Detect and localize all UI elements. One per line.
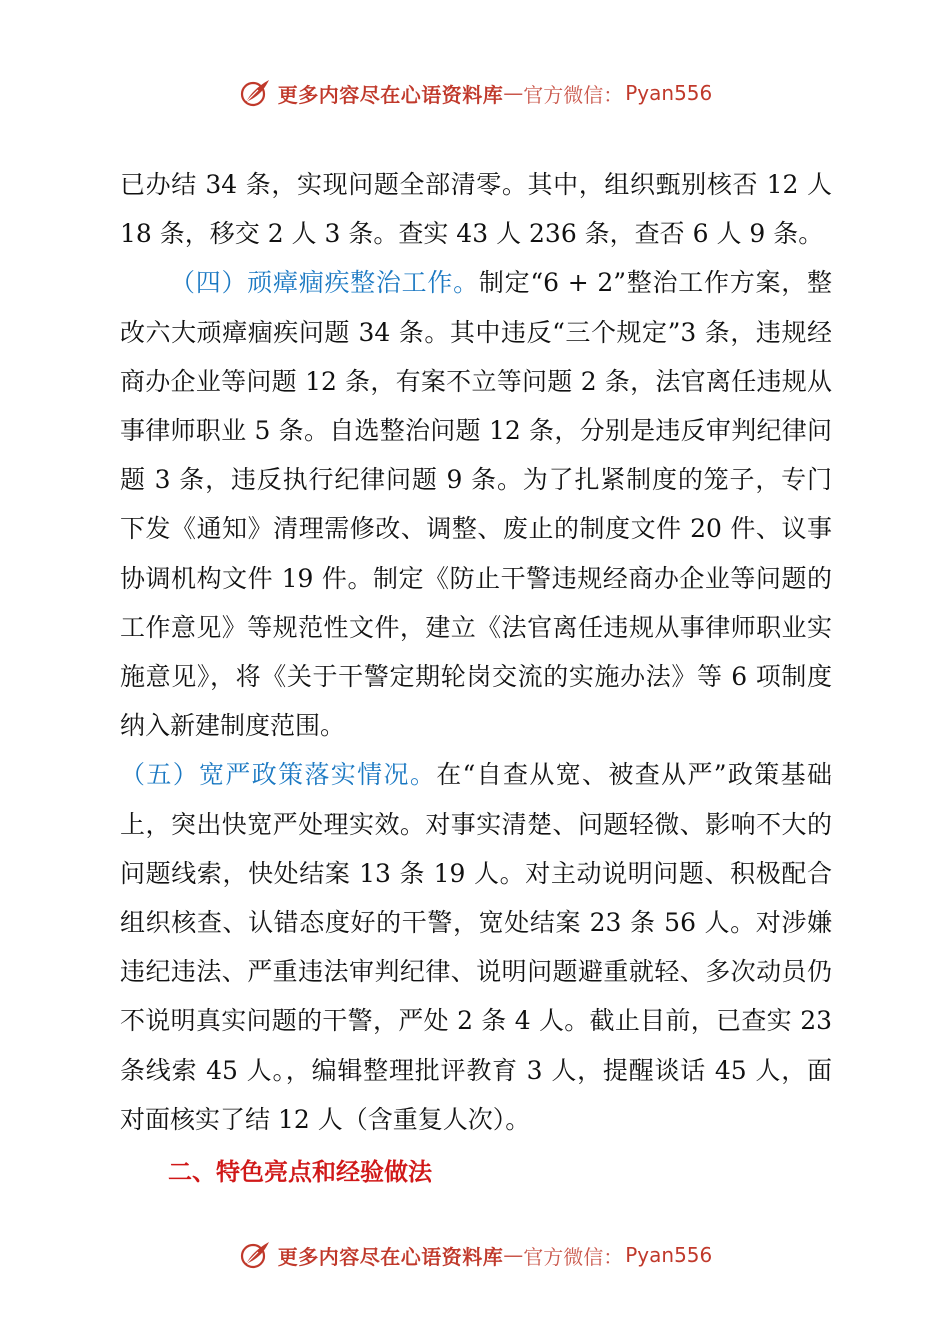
paragraph-2-body: 制定“6 + 2”整治工作方案，整改六大顽瘴痼疾问题 34 条。其中违反“三个规定”3 条，违规经商办企业等问题 12 条，有案不立等问题 2 条，法官离任违规从事律师职业 5 条。自选整治问题 12 条，分别是违反审判纪律问题 3 条，违反执行纪律问题 9 条。为了扎紧制度的笼子，专门下发《通知》清理需修改、调整、废止的制度文件 20 件、议事协调机构文件 19 件。制定《防止干警违规经商办企业等问题的工作意见》等规范性文件，建立《法官离任违规从事律师职业实施意见》，将《关于干警定期轮岗交流的实施办法》等 6 项制度纳入新建制度范围。 — [120, 268, 832, 741]
section-heading-2: 二、特色亮点和经验做法 — [168, 1158, 432, 1187]
quill-logo-icon — [238, 76, 272, 110]
watermark-footer — [0, 1233, 950, 1277]
subheading-5: （五）宽严政策落实情况。 — [120, 760, 437, 790]
watermark-sub: 官方微信： — [523, 1244, 624, 1269]
watermark-dash: — — [503, 1243, 524, 1267]
watermark-text: 更多内容尽在心语资料库 — [277, 1244, 504, 1269]
watermark-text: 更多内容尽在心语资料库 — [277, 82, 504, 107]
subheading-4: （四）顽瘴痼疾整治工作。 — [170, 268, 479, 298]
watermark-id: Pyan556 — [625, 1243, 713, 1267]
paragraph-2 — [120, 258, 832, 750]
watermark-dash: — — [503, 81, 524, 105]
watermark-header — [0, 71, 950, 115]
watermark-id: Pyan556 — [625, 81, 713, 105]
paragraph-3-body: 在“自查从宽、被查从严”政策基础上，突出快宽严处理实效。对事实清楚、问题轻微、影响不大的问题线索，快处结案 13 条 19 人。对主动说明问题、积极配合组织核查、认错态度好的干警，宽处结案 23 条 56 人。对涉嫌违纪违法、严重违法审判纪律、说明问题避重就轻、多次动员仍不说明真实问题的干警，严处 2 条 4 人。截止目前，已查实 23 条线索 45 人。，编辑整理批评教育 3 人，提醒谈话 45 人，面对面核实了结 12 人（含重复人次）。 — [120, 760, 832, 1134]
quill-logo-icon — [238, 1238, 272, 1272]
watermark-sub: 官方微信： — [523, 82, 624, 107]
paragraph-1: 已办结 34 条，实现问题全部清零。其中，组织甄别核否 12 人 18 条，移交 2 人 3 条。查实 43 人 236 条，查否 6 人 9 条。 — [120, 170, 832, 249]
document-body — [120, 160, 832, 1197]
paragraph-3 — [120, 750, 832, 1144]
